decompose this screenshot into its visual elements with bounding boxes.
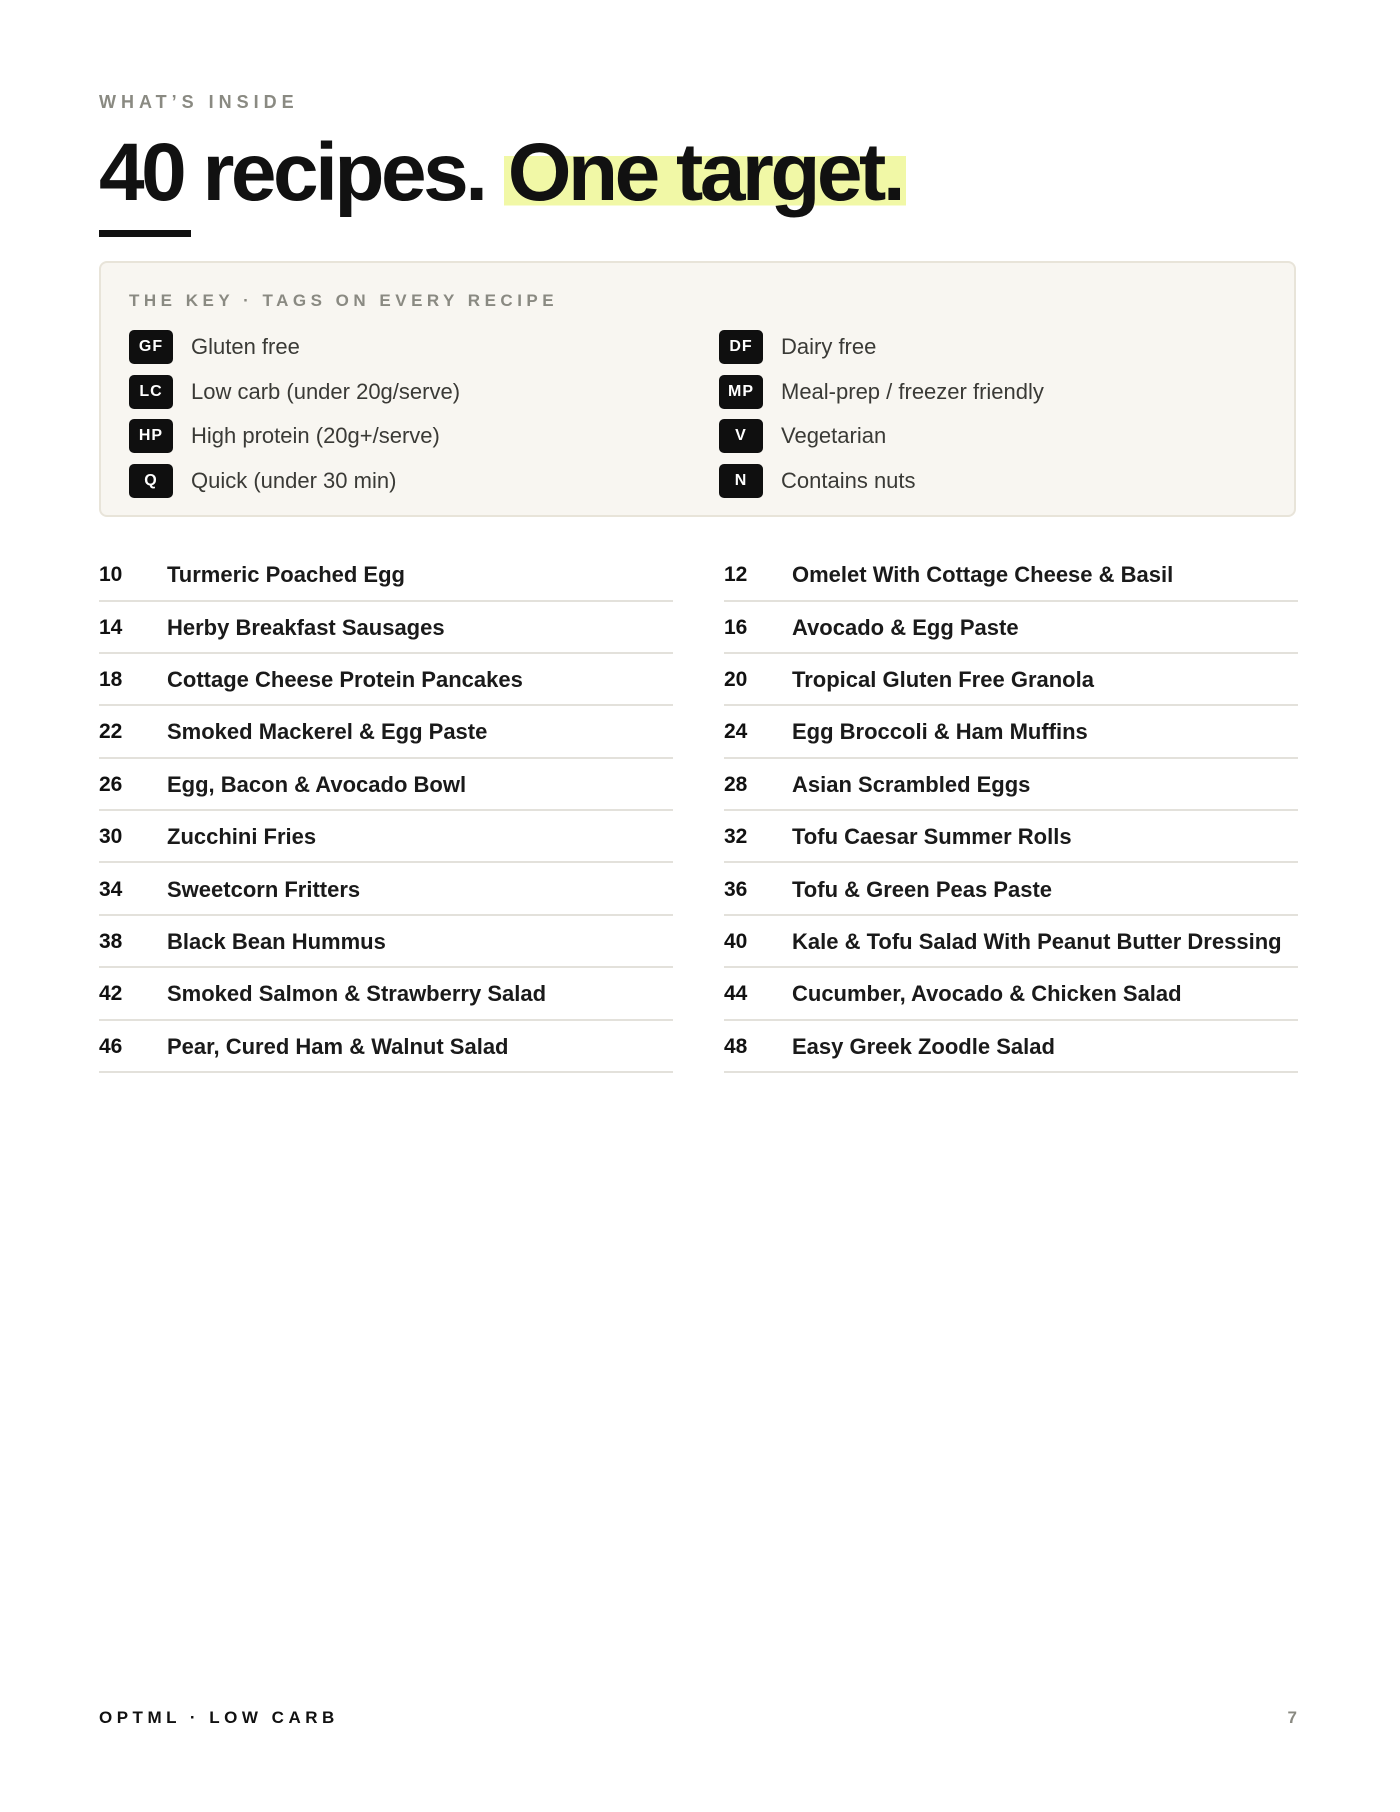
recipe-page-number: 18: [99, 668, 123, 692]
recipe-page-number: 12: [724, 563, 748, 587]
recipe-title: Pear, Cured Ham & Walnut Salad: [167, 1033, 509, 1059]
recipe-title: Cottage Cheese Protein Pancakes: [167, 667, 523, 693]
key-title: THE KEY · TAGS ON EVERY RECIPE: [129, 291, 559, 310]
recipe-page-number: 22: [99, 720, 123, 744]
recipe-page-number: 38: [99, 929, 123, 953]
recipe-list-left: [99, 551, 673, 1075]
recipe-page-number: 46: [99, 1034, 123, 1058]
recipe-row[interactable]: [99, 1023, 673, 1074]
recipe-page-number: 42: [99, 982, 123, 1006]
recipe-row[interactable]: [99, 603, 673, 654]
section-eyebrow: WHAT’S INSIDE: [99, 92, 299, 112]
recipe-row[interactable]: [99, 708, 673, 759]
recipe-row[interactable]: [724, 970, 1298, 1021]
recipe-row[interactable]: [724, 603, 1298, 654]
tag-key-box: [99, 261, 1296, 517]
recipe-title: Cucumber, Avocado & Chicken Salad: [792, 981, 1182, 1007]
tag-label: Quick (under 30 min): [191, 467, 397, 493]
tag-label: Vegetarian: [781, 423, 887, 449]
recipe-page-number: 32: [724, 825, 748, 849]
tag-label: Low carb (under 20g/serve): [191, 378, 461, 404]
recipe-row[interactable]: [99, 970, 673, 1021]
recipe-row[interactable]: [724, 708, 1298, 759]
recipe-page-number: 48: [724, 1034, 748, 1058]
recipe-row[interactable]: [724, 551, 1298, 602]
recipe-row[interactable]: [724, 813, 1298, 864]
footer-page-number: 7: [1287, 1708, 1297, 1727]
recipe-title: Kale & Tofu Salad With Peanut Butter Dressing: [792, 928, 1282, 954]
recipe-title: Easy Greek Zoodle Salad: [792, 1033, 1055, 1059]
recipe-page-number: 16: [724, 615, 748, 639]
recipe-row[interactable]: [99, 551, 673, 602]
recipe-page-number: 44: [724, 982, 748, 1006]
tag-badge: Q: [129, 464, 173, 498]
recipe-title: Egg, Bacon & Avocado Bowl: [167, 771, 467, 797]
recipe-row[interactable]: [724, 1023, 1298, 1074]
recipe-row[interactable]: [99, 813, 673, 864]
recipe-title: Smoked Salmon & Strawberry Salad: [167, 981, 547, 1007]
key-item: [129, 325, 460, 370]
recipe-page-number: 20: [724, 668, 748, 692]
recipe-row[interactable]: [99, 918, 673, 969]
key-column-right: [719, 325, 1044, 503]
recipe-row[interactable]: [724, 865, 1298, 916]
tag-badge: DF: [719, 330, 763, 364]
recipe-title: Sweetcorn Fritters: [167, 876, 361, 902]
recipe-page-number: 40: [724, 929, 748, 953]
recipe-list-right: [724, 551, 1298, 1075]
recipe-page-number: 34: [99, 877, 123, 901]
recipe-page-number: 28: [724, 772, 748, 796]
tag-label: Gluten free: [191, 334, 300, 360]
key-item: [719, 414, 1044, 459]
recipe-title: Black Bean Hummus: [167, 928, 386, 954]
recipe-row[interactable]: [99, 865, 673, 916]
recipe-title: Tropical Gluten Free Granola: [792, 667, 1094, 693]
footer-brand: OPTML · LOW CARB: [99, 1708, 339, 1727]
tag-badge: GF: [129, 330, 173, 364]
recipe-page-number: 14: [99, 615, 123, 639]
recipe-row[interactable]: [724, 656, 1298, 707]
recipe-title: Zucchini Fries: [167, 824, 317, 850]
tag-badge: N: [719, 464, 763, 498]
key-item: [129, 370, 460, 415]
recipe-row[interactable]: [724, 761, 1298, 812]
recipe-page-number: 36: [724, 877, 748, 901]
recipe-title: Turmeric Poached Egg: [167, 562, 405, 588]
recipe-page-number: 30: [99, 825, 123, 849]
tag-badge: LC: [129, 375, 173, 409]
tag-label: Contains nuts: [781, 467, 916, 493]
key-column-left: [129, 325, 460, 503]
key-item: [719, 325, 1044, 370]
tag-label: Dairy free: [781, 334, 877, 360]
recipe-title: Tofu & Green Peas Paste: [792, 876, 1053, 902]
recipe-title: Omelet With Cottage Cheese & Basil: [792, 562, 1174, 588]
recipe-title: Asian Scrambled Eggs: [792, 771, 1031, 797]
recipe-row[interactable]: [724, 918, 1298, 969]
recipe-title: Tofu Caesar Summer Rolls: [792, 824, 1072, 850]
tag-label: High protein (20g+/serve): [191, 423, 440, 449]
page-headline: [99, 127, 906, 218]
key-item: [129, 414, 460, 459]
tag-badge: MP: [719, 375, 763, 409]
key-item: [719, 459, 1044, 504]
tag-badge: HP: [129, 419, 173, 453]
recipe-title: Herby Breakfast Sausages: [167, 614, 445, 640]
headline-underline: [99, 230, 191, 237]
headline-text: recipes.: [183, 127, 504, 218]
recipe-title: Egg Broccoli & Ham Muffins: [792, 719, 1088, 745]
recipe-page-number: 24: [724, 720, 748, 744]
tag-label: Meal-prep / freezer friendly: [781, 378, 1044, 404]
recipe-page-number: 10: [99, 563, 123, 587]
key-item: [129, 459, 460, 504]
recipe-row[interactable]: [99, 656, 673, 707]
recipe-title: Avocado & Egg Paste: [792, 614, 1019, 640]
headline-highlight: One target.: [504, 127, 906, 218]
recipe-title: Smoked Mackerel & Egg Paste: [167, 719, 488, 745]
headline-count: 40: [99, 127, 184, 218]
recipe-page-number: 26: [99, 772, 123, 796]
key-item: [719, 370, 1044, 415]
tag-badge: V: [719, 419, 763, 453]
recipe-row[interactable]: [99, 761, 673, 812]
